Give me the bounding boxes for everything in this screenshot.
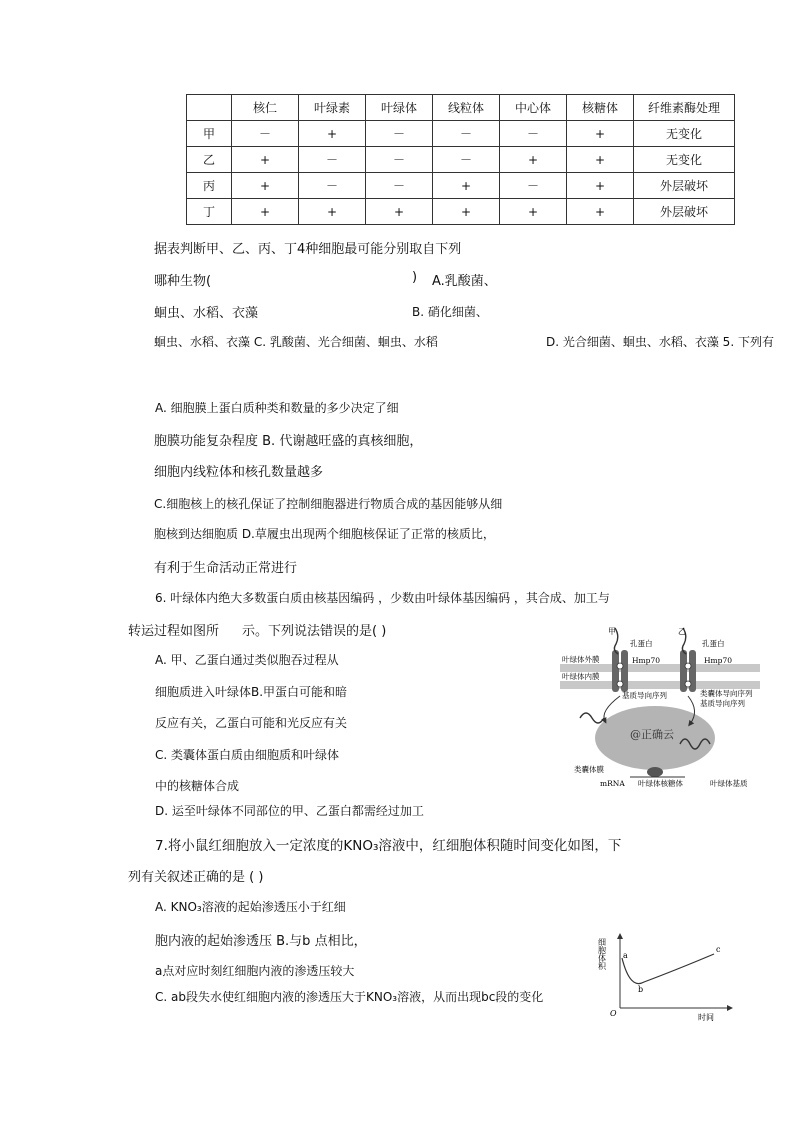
label-hmp1: Hmp70 <box>632 656 660 665</box>
table-row <box>187 173 735 199</box>
table-cell: + <box>567 147 634 173</box>
q7-stem-line2: 列有关叙述正确的是 ( ) <box>128 870 264 885</box>
table-cell: － <box>366 147 433 173</box>
q6-stem-line2b: 示。下列说法错误的是( ) <box>242 624 387 639</box>
table-cell: + <box>500 199 567 225</box>
outer-membrane-band <box>560 664 760 672</box>
table-cell: 无变化 <box>634 121 735 147</box>
q6-c-line2: 中的核糖体合成 <box>155 779 240 793</box>
table-header-cell: 核仁 <box>232 95 299 121</box>
table-cell: + <box>433 173 500 199</box>
inner-membrane-band <box>560 681 760 689</box>
q6-a-line3: 反应有关，乙蛋白可能和光反应有关 <box>155 716 348 730</box>
table-cell: － <box>299 147 366 173</box>
table-cell: － <box>500 173 567 199</box>
table-cell: + <box>567 121 634 147</box>
point-b-label: b <box>638 985 644 994</box>
watermark: @正确云 <box>630 728 674 741</box>
label-pore1: 孔蛋白 <box>630 639 653 648</box>
table-header-cell: 纤维素酶处理 <box>634 95 735 121</box>
origin-label: O <box>610 1009 617 1018</box>
table-row <box>187 147 735 173</box>
q7-c: C. ab段失水使红细胞内液的渗透压大于KNO₃溶液，从而出现bc段的变化 <box>155 990 544 1004</box>
table-cell: + <box>567 199 634 225</box>
label-inner-membrane: 叶绿体内膜 <box>562 672 600 681</box>
volume-curve <box>622 954 714 984</box>
table-header-row <box>187 95 735 121</box>
y-axis-label: 细胞体积 <box>597 938 607 970</box>
table-row <box>187 199 735 225</box>
label-thylakoid-seq: 类囊体导向序列 <box>700 689 753 698</box>
q5-a-line2: 胞膜功能复杂程度 B. 代谢越旺盛的真核细胞， <box>154 434 423 449</box>
q6-stem-line2a: 转运过程如图所 <box>128 624 220 639</box>
label-stroma: 叶绿体基质 <box>710 779 748 788</box>
table-header-cell <box>187 95 232 121</box>
label-outer-membrane: 叶绿体外膜 <box>562 655 600 664</box>
table-cell: － <box>299 173 366 199</box>
q4-line2b: ) <box>412 270 418 285</box>
table-header-cell: 叶绿素 <box>299 95 366 121</box>
table-cell: + <box>500 147 567 173</box>
table-cell: 丙 <box>187 173 232 199</box>
table-cell: 丁 <box>187 199 232 225</box>
q6-a-line1: A. 甲、乙蛋白通过类似胞吞过程从 <box>155 653 339 667</box>
table-header-cell: 叶绿体 <box>366 95 433 121</box>
q4-line1: 据表判断甲、乙、丙、丁4种细胞最可能分别取自下列 <box>154 242 462 257</box>
q5-c-line3: 有利于生命活动正常进行 <box>154 561 298 576</box>
table-cell: + <box>567 173 634 199</box>
table-header-cell: 中心体 <box>500 95 567 121</box>
point-a-label: a <box>623 951 628 960</box>
x-axis-label: 时间 <box>698 1013 714 1022</box>
q7-a-line2: 胞内液的起始渗透压 B.与b 点相比， <box>155 934 367 949</box>
chloroplast-transport-diagram <box>560 626 782 792</box>
table-cell: + <box>232 199 299 225</box>
q4-line2a: 哪种生物( <box>154 274 212 289</box>
table-cell: + <box>299 199 366 225</box>
table-cell: － <box>433 147 500 173</box>
table-cell: 外层破坏 <box>634 199 735 225</box>
label-ribosome: 叶绿体核糖体 <box>638 779 683 788</box>
table-row <box>187 121 735 147</box>
q4-line4a: 蛔虫、水稻、衣藻 C. 乳酸菌、光合细菌、蛔虫、水稻 <box>154 335 438 349</box>
q6-a-line2: 细胞质进入叶绿体B.甲蛋白可能和暗 <box>155 685 348 699</box>
organelle-table <box>186 94 735 225</box>
table-header-cell: 核糖体 <box>567 95 634 121</box>
q7-a-line1: A. KNO₃溶液的起始渗透压小于红细 <box>155 900 346 914</box>
label-yi: 乙 <box>678 627 686 636</box>
table-cell: － <box>500 121 567 147</box>
table-cell: + <box>366 199 433 225</box>
q4-option-b: B. 硝化细菌、 <box>412 305 488 319</box>
q7-b-line2: a点对应时刻红细胞内液的渗透压较大 <box>155 964 355 978</box>
label-thylakoid-membrane: 类囊体膜 <box>574 765 604 774</box>
q5-a-line3: 细胞内线粒体和核孔数量越多 <box>154 465 324 480</box>
q5-c-line2: 胞核到达细胞质 D.草履虫出现两个细胞核保证了正常的核质比， <box>154 527 495 541</box>
ribosome-icon <box>647 767 663 777</box>
table-cell: 外层破坏 <box>634 173 735 199</box>
table-cell: + <box>299 121 366 147</box>
table-cell: － <box>232 121 299 147</box>
label-jia: 甲 <box>608 627 616 636</box>
q5-a-line1: A. 细胞膜上蛋白质种类和数量的多少决定了细 <box>155 401 399 415</box>
label-stroma-seq1: 基质导向序列 <box>622 691 667 700</box>
label-pore2: 孔蛋白 <box>702 639 725 648</box>
point-c-label: c <box>716 945 721 954</box>
table-header-cell: 线粒体 <box>433 95 500 121</box>
table-cell: － <box>433 121 500 147</box>
table-cell: 无变化 <box>634 147 735 173</box>
q6-d: D. 运至叶绿体不同部位的甲、乙蛋白都需经过加工 <box>155 804 424 818</box>
q6-c-line1: C. 类囊体蛋白质由细胞质和叶绿体 <box>155 748 340 762</box>
cell-volume-graph <box>596 930 736 1022</box>
q7-stem-line1: 7.将小鼠红细胞放入一定浓度的KNO₃溶液中，红细胞体积随时间变化如图，下 <box>155 838 622 854</box>
table-cell: + <box>232 173 299 199</box>
table-cell: + <box>232 147 299 173</box>
q4-line3a: 蛔虫、水稻、衣藻 <box>154 306 259 321</box>
q4-option-a: A.乳酸菌、 <box>432 274 497 289</box>
label-mrna: mRNA <box>600 779 625 788</box>
table-cell: + <box>433 199 500 225</box>
label-stroma-seq2: 基质导向序列 <box>700 699 745 708</box>
q5-c-line1: C.细胞核上的核孔保证了控制细胞器进行物质合成的基因能够从细 <box>154 497 503 511</box>
table-cell: 甲 <box>187 121 232 147</box>
q4-option-d: D. 光合细菌、蛔虫、水稻、衣藻 5. 下列有 <box>546 335 774 349</box>
table-cell: － <box>366 121 433 147</box>
label-hmp2: Hmp70 <box>704 656 732 665</box>
table-cell: － <box>366 173 433 199</box>
q6-stem-line1: 6. 叶绿体内绝大多数蛋白质由核基因编码 ，少数由叶绿体基因编码 ，其合成、加工与 <box>155 591 610 605</box>
stroma-protein-squiggle <box>580 713 604 723</box>
table-cell: 乙 <box>187 147 232 173</box>
